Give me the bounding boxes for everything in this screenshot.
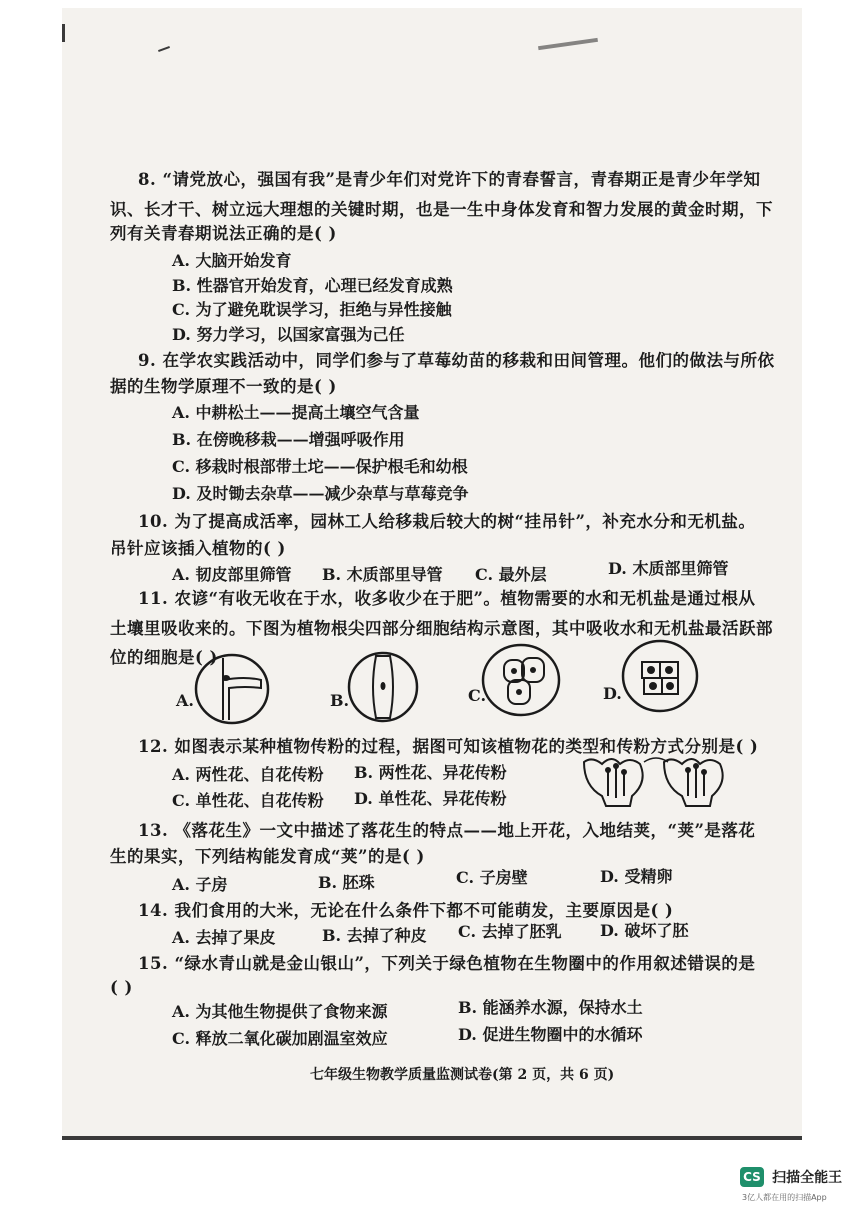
camscanner-name: 扫描全能王 <box>772 1169 843 1186</box>
q11-option-c: C. <box>468 686 487 705</box>
q8-stem-line1: 8. “请党放心，强国有我”是青少年们对党许下的青春誓言，青春期正是青少年学知 <box>138 170 761 189</box>
q11-stem-line2: 土壤里吸收来的。下图为植物根尖四部分细胞结构示意图，其中吸收水和无机盐最活跃部 <box>110 619 773 638</box>
q9-stem-line1: 9. 在学农实践活动中，同学们参与了草莓幼苗的移栽和田间管理。他们的做法与所依 <box>138 351 775 370</box>
q15-stem-line2: ( ) <box>110 978 133 997</box>
q11-option-a: A. <box>176 691 194 710</box>
q9-option-b: B. 在傍晚移栽——增强呼吸作用 <box>172 430 405 449</box>
q8-stem-line2: 识、长才干、树立远大理想的关键时期，也是一生中身体发育和智力发展的黄金时期，下 <box>110 200 773 219</box>
page-footer: 七年级生物教学质量监测试卷(第 2 页，共 6 页) <box>310 1067 615 1083</box>
q11-stem-line1: 11. 农谚“有收无收在于水，收多收少在于肥”。植物需要的水和无机盐是通过根从 <box>138 589 756 608</box>
q11-option-d: D. <box>603 684 622 703</box>
root-cap-cell-diagram <box>620 638 700 714</box>
scan-mark <box>158 46 170 52</box>
q13-stem-line1: 13. 《落花生》一文中描述了落花生的特点——地上开花，入地结荚，“荚”是落花 <box>138 821 756 840</box>
q9-option-a: A. 中耕松土——提高土壤空气含量 <box>172 403 420 422</box>
q15-option-a: A. 为其他生物提供了食物来源 <box>172 1002 388 1021</box>
q9-option-c: C. 移栽时根部带土坨——保护根毛和幼根 <box>172 457 468 476</box>
q15-option-c: C. 释放二氧化碳加剧温室效应 <box>172 1029 388 1048</box>
q9-stem-line2: 据的生物学原理不一致的是( ) <box>110 377 337 396</box>
q13-option-b: B. 胚珠 <box>318 873 375 892</box>
q8-option-a: A. 大脑开始发育 <box>172 251 292 270</box>
q14-option-d: D. 破坏了胚 <box>600 921 689 940</box>
q9-option-d: D. 及时锄去杂草——减少杂草与草莓竞争 <box>172 484 469 503</box>
root-hair-cell-diagram <box>193 652 271 726</box>
camscanner-logo-icon: CS <box>740 1167 764 1187</box>
q12-option-d: D. 单性花、异花传粉 <box>354 789 507 808</box>
q10-option-a: A. 韧皮部里筛管 <box>172 565 292 584</box>
q10-option-b: B. 木质部里导管 <box>322 565 443 584</box>
pollination-flowers-diagram <box>578 752 738 810</box>
q13-stem-line2: 生的果实，下列结构能发育成“荚”的是( ) <box>110 847 425 866</box>
meristem-cell-diagram <box>480 642 562 718</box>
camscanner-tagline: 3亿人都在用的扫描App <box>742 1193 827 1202</box>
q12-option-a: A. 两性花、自花传粉 <box>172 765 324 784</box>
q11-option-b: B. <box>330 691 350 710</box>
q10-option-c: C. 最外层 <box>475 565 547 584</box>
q12-option-c: C. 单性花、自花传粉 <box>172 791 324 810</box>
q8-stem-line3: 列有关青春期说法正确的是( ) <box>110 224 337 243</box>
q15-option-b: B. 能涵养水源，保持水土 <box>458 998 643 1017</box>
q12-option-b: B. 两性花、异花传粉 <box>354 763 507 782</box>
scanner-watermark <box>740 1166 843 1202</box>
q14-stem-line1: 14. 我们食用的大米，无论在什么条件下都不可能萌发，主要原因是( ) <box>138 901 674 920</box>
q14-option-a: A. 去掉了果皮 <box>172 928 276 947</box>
q13-option-d: D. 受精卵 <box>600 867 673 886</box>
q11-stem-line3: 位的细胞是( ) <box>110 648 218 667</box>
q12-stem-line1: 12. 如图表示某种植物传粉的过程，据图可知该植物花的类型和传粉方式分别是( ) <box>138 737 759 756</box>
q15-option-d: D. 促进生物圈中的水循环 <box>458 1025 643 1044</box>
conducting-cell-diagram <box>346 650 420 724</box>
q15-stem-line1: 15. “绿水青山就是金山银山”，下列关于绿色植物在生物圈中的作用叙述错误的是 <box>138 954 756 973</box>
q13-option-c: C. 子房壁 <box>456 868 528 887</box>
q10-option-d: D. 木质部里筛管 <box>608 559 729 578</box>
scan-mark <box>62 24 65 42</box>
q8-option-b: B. 性器官开始发育，心理已经发育成熟 <box>172 276 453 295</box>
q10-stem-line1: 10. 为了提高成活率，园林工人给移栽后较大的树“挂吊针”，补充水分和无机盐。 <box>138 512 756 531</box>
q14-option-c: C. 去掉了胚乳 <box>458 922 562 941</box>
q8-option-c: C. 为了避免耽误学习，拒绝与异性接触 <box>172 300 452 319</box>
q14-option-b: B. 去掉了种皮 <box>322 926 427 945</box>
scan-mark <box>538 38 598 50</box>
q13-option-a: A. 子房 <box>172 875 228 894</box>
q8-option-d: D. 努力学习，以国家富强为己任 <box>172 325 405 344</box>
q10-stem-line2: 吊针应该插入植物的( ) <box>110 539 286 558</box>
